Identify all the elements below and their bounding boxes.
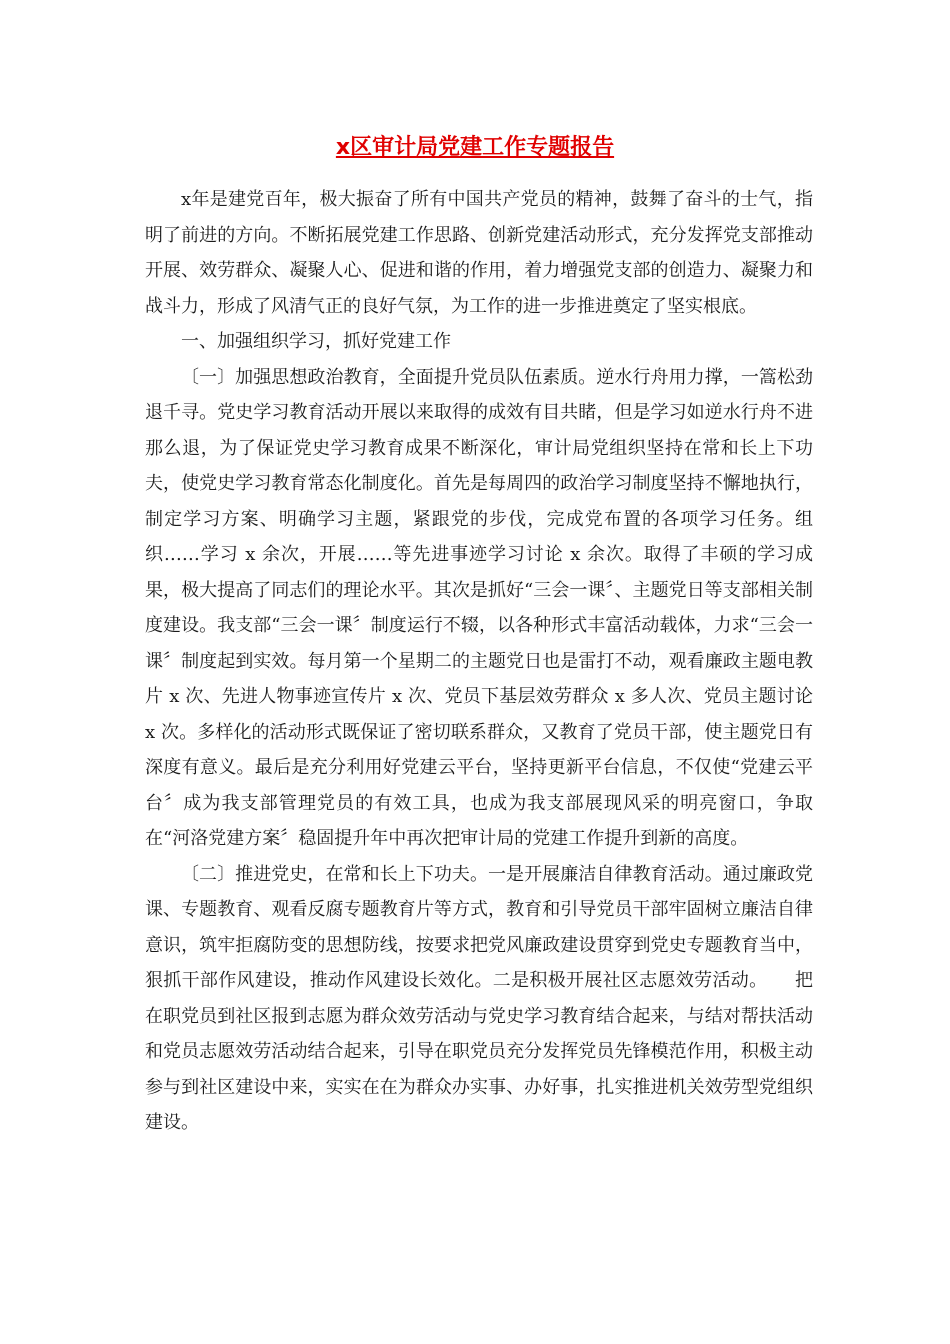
section-heading-1: 一、加强组织学习，抓好党建工作 [181, 331, 451, 352]
document-body [145, 182, 813, 1141]
paragraph-intro: x年是建党百年，极大振奋了所有中国共产党员的精神，鼓舞了奋斗的士气，指明了前进的方向。不断拓展党建工作思路、创新党建活动形式，充分发挥党支部推动开展、效劳群众、凝聚人心、促进和谐的作用，着力增强党支部的创造力、凝聚力和战斗力，形成了风清气正的良好气氛，为工作的进一步推进奠定了坚实根底。 [145, 189, 813, 317]
paragraph-subsection-1: 〔一〕加强思想政治教育，全面提升党员队伍素质。逆水行舟用力撑，一篙松劲退千寻。党史学习教育活动开展以来取得的成效有目共睹，但是学习如逆水行舟不进那么退，为了保证党史学习教育成果不断深化，审计局党组织坚持在常和长上下功夫，使党史学习教育常态化制度化。首先是每周四的政治学习制度坚持不懈地执行，制定学习方案、明确学习主题，紧跟党的步伐，完成党布置的各项学习任务。组织……学习 x 余次，开展……等先进事迹学习讨论 x 余次。取得了丰硕的学习成果，极大提高了同志们的理论水平。其次是抓好“三会一课〞、主题党日等支部相关制度建设。我支部“三会一课〞制度运行不辍，以各种形式丰富活动载体，力求“三会一课〞制度起到实效。每月第一个星期二的主题党日也是雷打不动，观看廉政主题电教片 x 次、先进人物事迹宣传片 x 次、党员下基层效劳群众 x 多人次、党员主题讨论 x 次。多样化的活动形式既保证了密切联系群众，又教育了党员干部，使主题党日有深度有意义。最后是充分利用好党建云平台，坚持更新平台信息，不仅使“党建云平台〞成为我支部管理党员的有效工具，也成为我支部展现风采的明亮窗口，争取在“河洛党建方案〞稳固提升年中再次把审计局的党建工作提升到新的高度。 [145, 366, 813, 849]
document-title: x区审计局党建工作专题报告 [335, 135, 615, 160]
paragraph-subsection-2: 〔二〕推进党史，在常和长上下功夫。一是开展廉洁自律教育活动。通过廉政党课、专题教育、观看反腐专题教育片等方式，教育和引导党员干部牢固树立廉洁自律意识，筑牢拒腐防变的思想防线，按要求把党风廉政建设贯穿到党史专题教育当中，狠抓干部作风建设，推动作风建设长效化。二是积极开展社区志愿效劳活动。 把在职党员到社区报到志愿为群众效劳活动与党史学习教育结合起来，与结对帮扶活动和党员志愿效劳活动结合起来，引导在职党员充分发挥党员先锋模范作用，积极主动参与到社区建设中来，实实在在为群众办实事、办好事，扎实推进机关效劳型党组织建设。 [145, 863, 813, 1133]
